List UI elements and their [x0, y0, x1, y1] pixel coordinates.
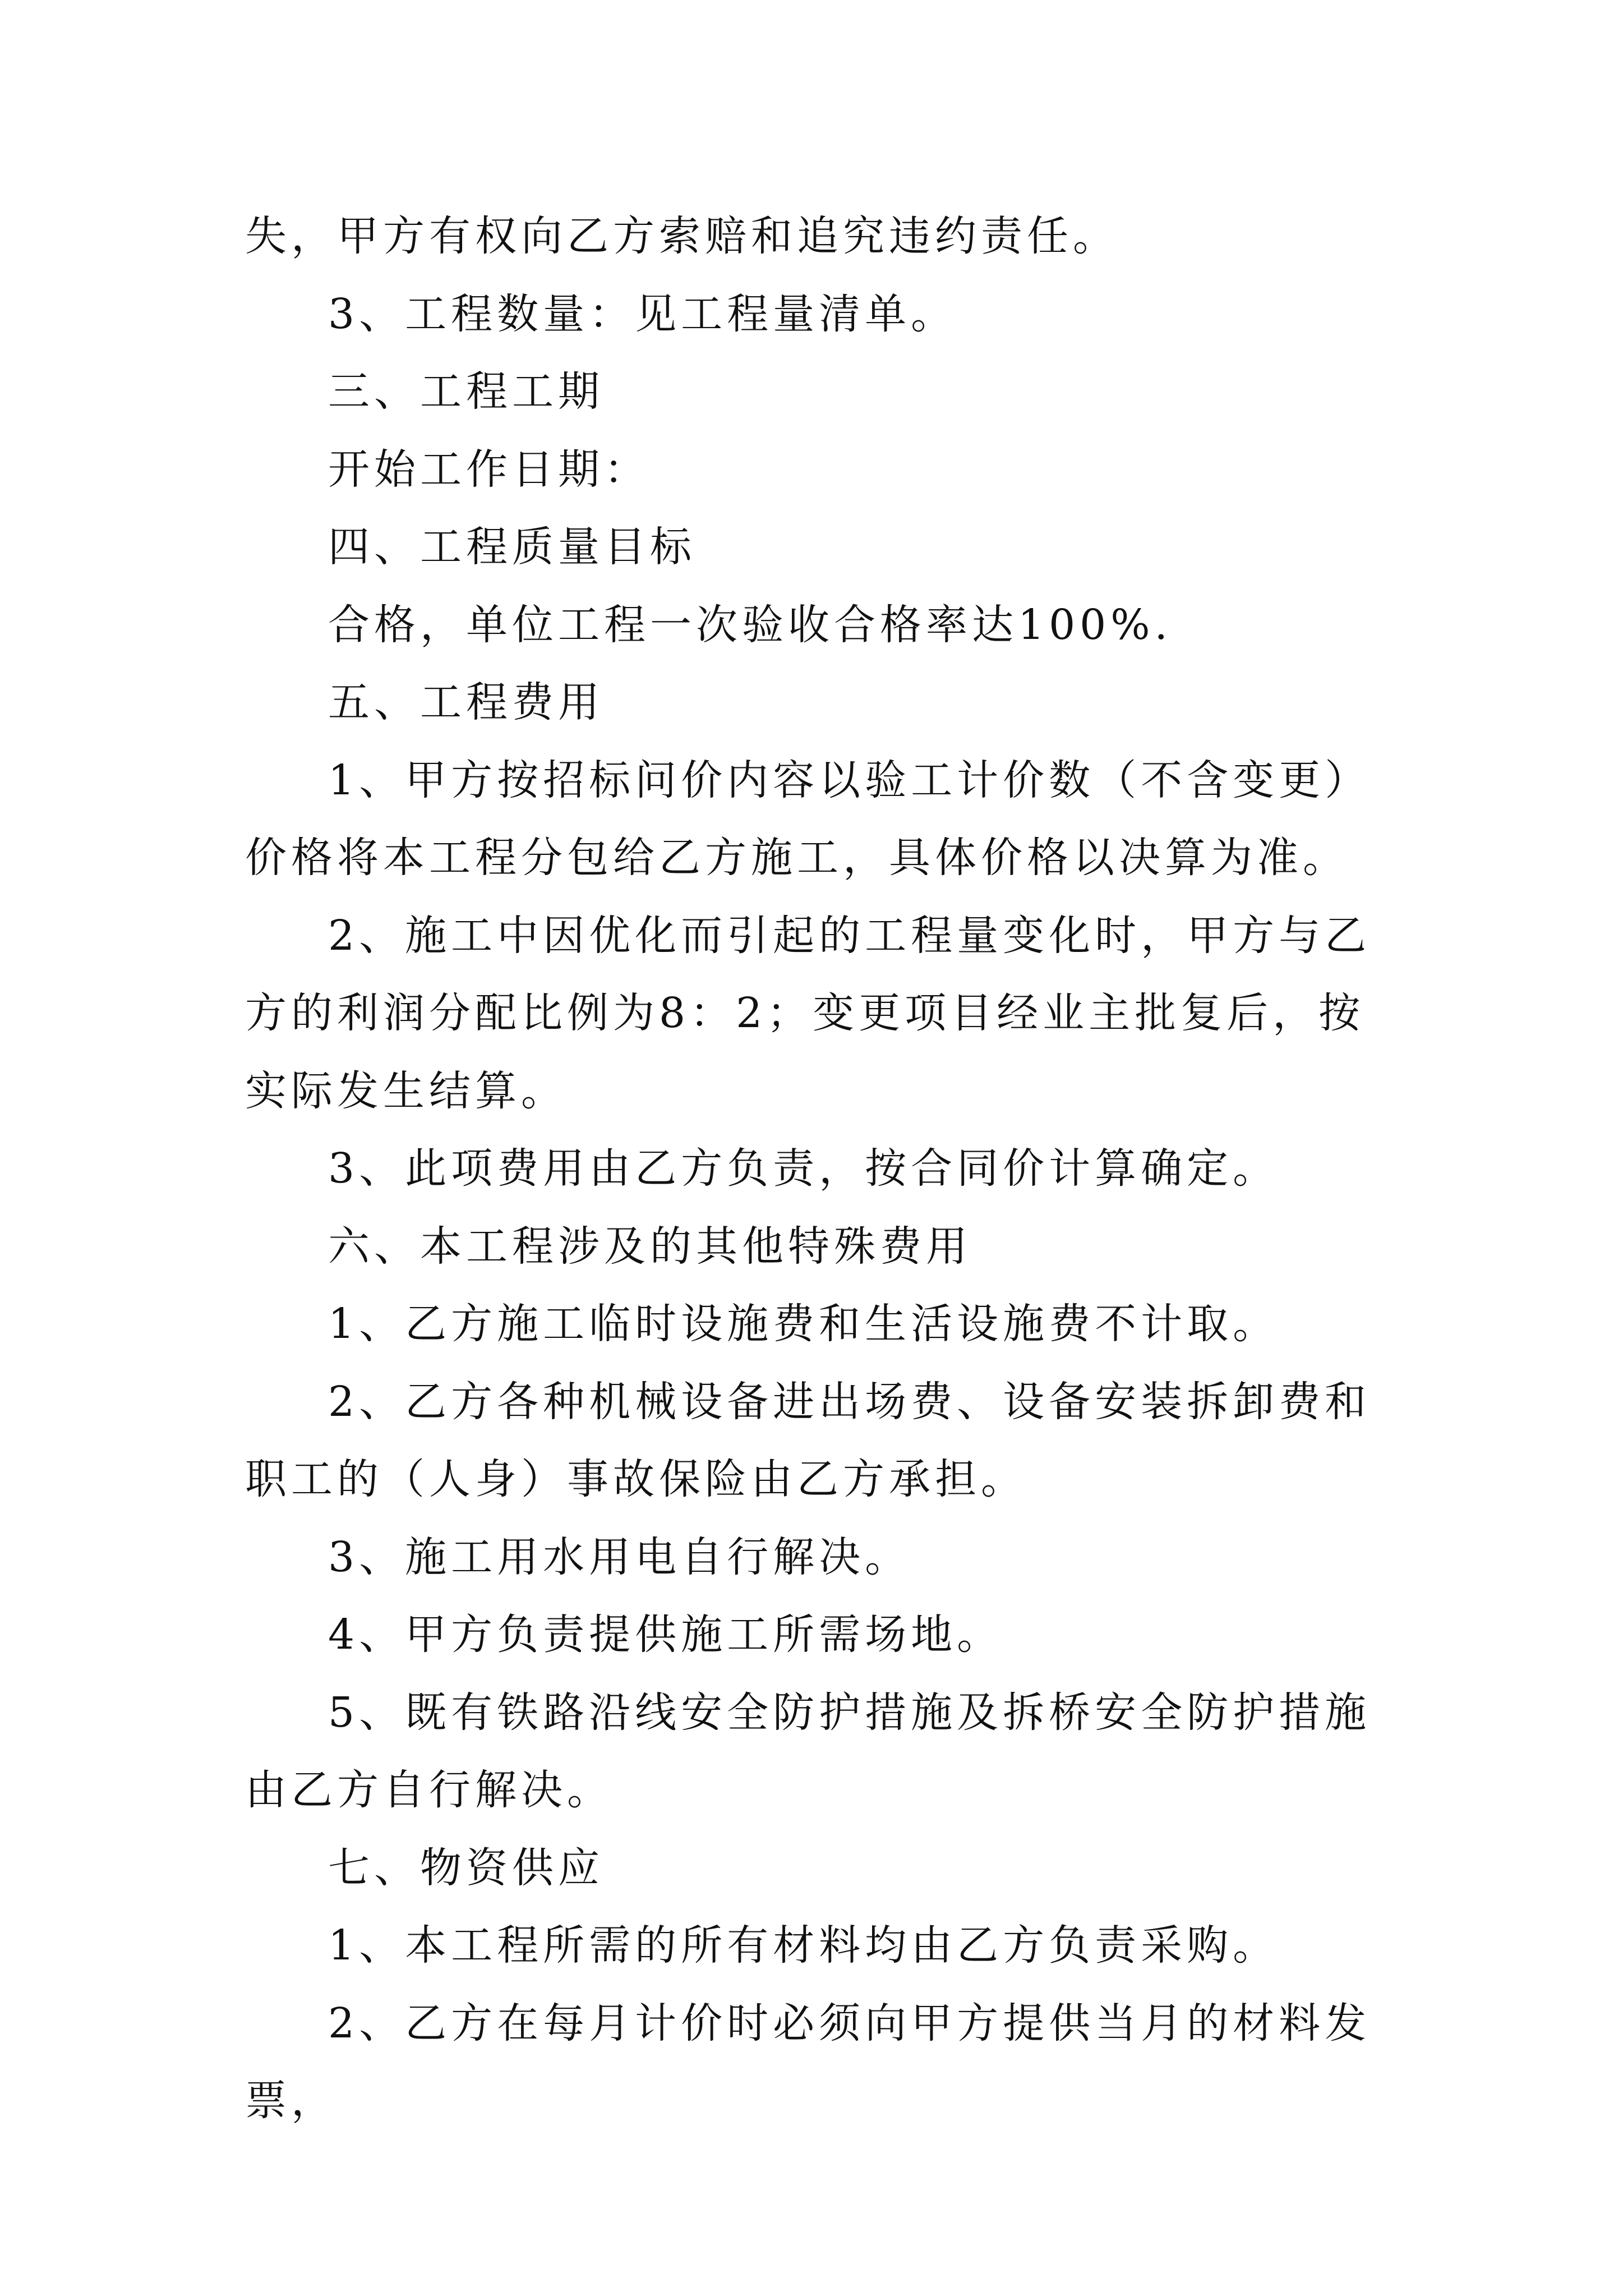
section-heading: 四、工程质量目标: [328, 523, 696, 571]
paragraph: 合格，单位工程一次验收合格率达100%.: [328, 600, 1173, 649]
paragraph: 1、乙方施工临时设施费和生活设施费不计取。: [328, 1300, 1279, 1348]
paragraph: 3、施工用水用电自行解决。: [328, 1533, 911, 1581]
paragraph: 3、此项费用由乙方负责，按合同价计算确定。: [328, 1144, 1279, 1193]
paragraph: 开始工作日期：: [328, 445, 650, 494]
paragraph: 1、甲方按招标问价内容以验工计价数（不含变更）价格将本工程分包给乙方施工，具体价格以决算为准。: [245, 756, 1371, 882]
paragraph: 1、本工程所需的所有材料均由乙方负责采购。: [328, 1921, 1279, 1970]
document-body: [245, 197, 1380, 2140]
paragraph: 5、既有铁路沿线安全防护措施及拆桥安全防护措施由乙方自行解决。: [245, 1688, 1371, 1814]
section-heading: 六、本工程涉及的其他特殊费用: [328, 1222, 972, 1271]
paragraph: 2、施工中因优化而引起的工程量变化时，甲方与乙方的利润分配比例为8：2；变更项目经业主批复后，按实际发生结算。: [245, 911, 1371, 1115]
paragraph: 3、工程数量：见工程量清单。: [328, 289, 957, 338]
paragraph: 2、乙方各种机械设备进出场费、设备安装拆卸费和职工的（人身）事故保险由乙方承担。: [245, 1377, 1371, 1503]
paragraph: 4、甲方负责提供施工所需场地。: [328, 1611, 1003, 1659]
paragraph: 2、乙方在每月计价时必须向甲方提供当月的材料发票，: [245, 1999, 1371, 2125]
paragraph: 失，甲方有权向乙方索赔和追究违约责任。: [245, 212, 1119, 260]
section-heading: 五、工程费用: [328, 678, 604, 726]
section-heading: 三、工程工期: [328, 367, 604, 416]
section-heading: 七、物资供应: [328, 1843, 604, 1892]
